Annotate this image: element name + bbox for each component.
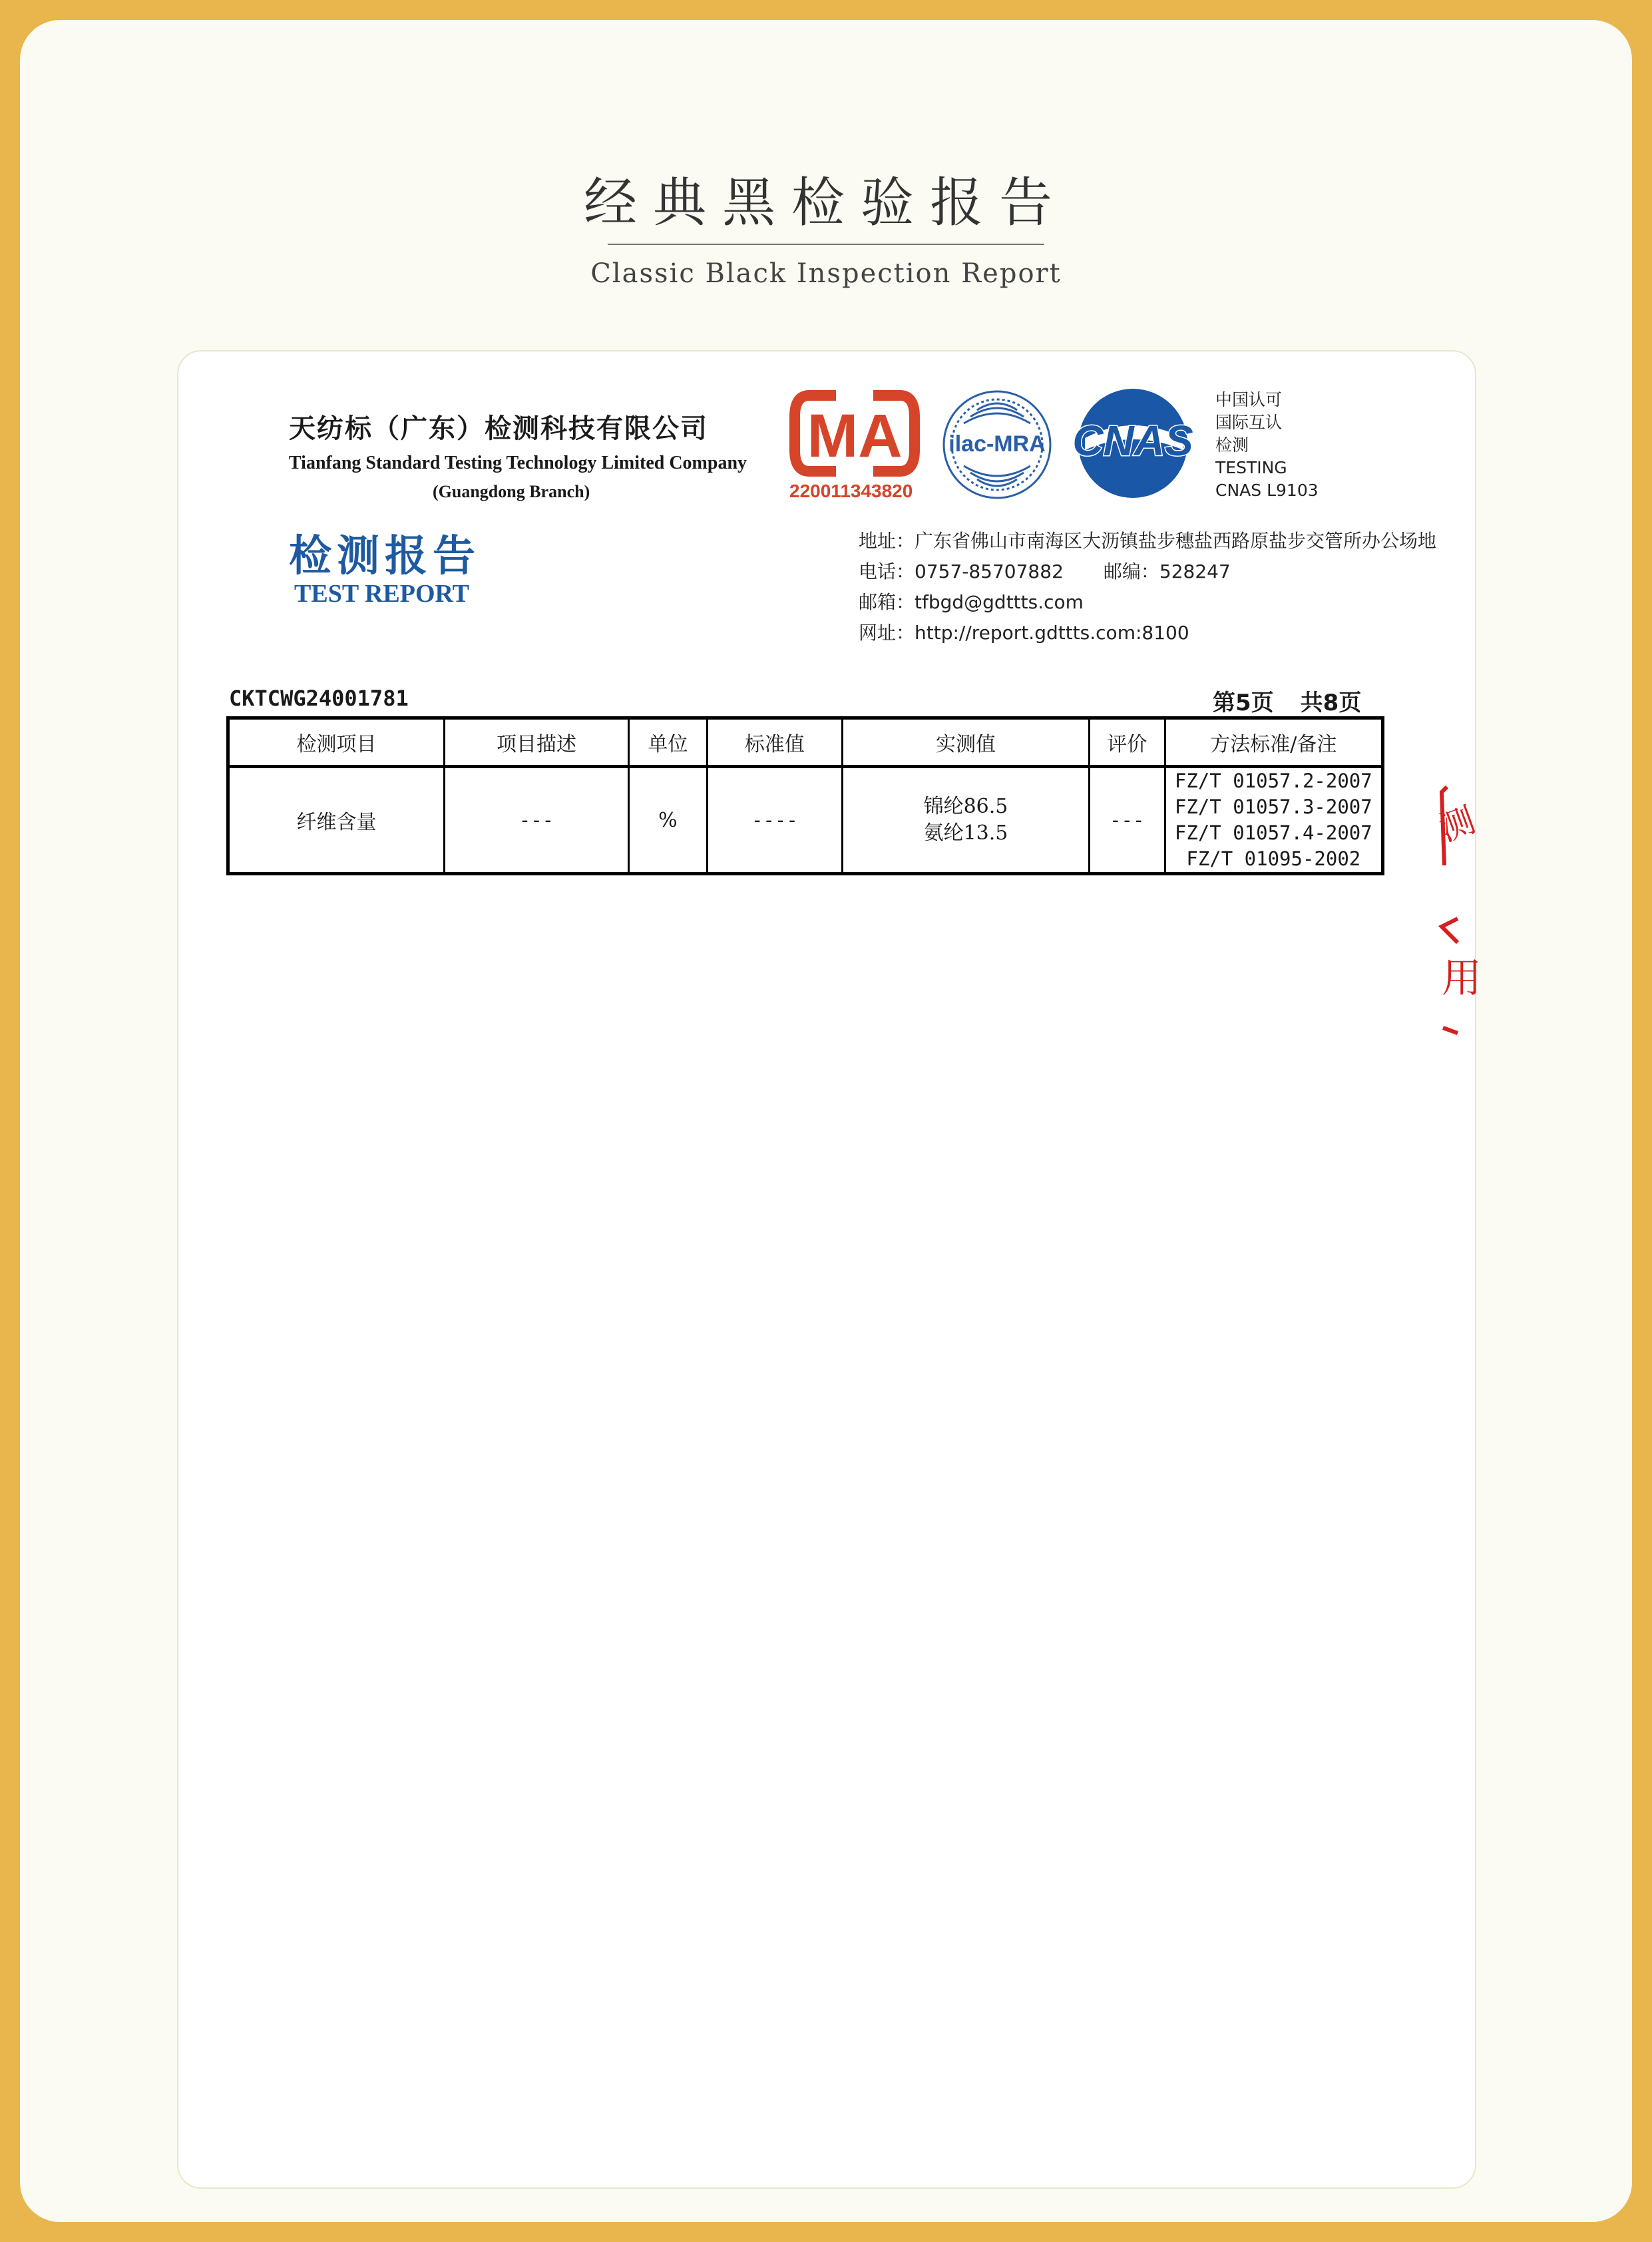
company-name-cn: 天纺标（广东）检测科技有限公司	[289, 413, 708, 444]
cma-logo	[789, 390, 920, 477]
email: 邮箱：tfbgd@gdttts.com	[859, 591, 1084, 613]
cnas-line: 检测	[1215, 435, 1249, 455]
page-current: 第5页	[1213, 690, 1274, 716]
cell-unit: %	[629, 767, 708, 874]
cma-number: 220011343820	[789, 481, 913, 501]
cell-description: ---	[444, 767, 628, 874]
cell-measured	[843, 767, 1090, 874]
report-title-cn: 检测报告	[289, 531, 481, 581]
contact-block	[859, 526, 1436, 648]
cnas-line: 国际互认	[1215, 413, 1283, 432]
report-number: CKTCWG24001781	[229, 686, 409, 711]
website: 网址：http://report.gdttts.com:8100	[859, 622, 1189, 644]
page-indicator	[1213, 684, 1361, 717]
column-header: 评价	[1089, 718, 1165, 767]
seal-char: 用	[1442, 955, 1482, 1002]
ilac-mra-logo	[941, 377, 1053, 513]
method-standard: FZ/T 01095-2002	[1186, 847, 1361, 870]
column-header: 实测值	[843, 718, 1090, 767]
cell-methods	[1165, 767, 1382, 874]
column-header: 标准值	[707, 718, 842, 767]
table-row	[228, 767, 1383, 874]
page-title: 经典黑检验报告	[584, 172, 1068, 234]
red-seal-stamp	[1434, 779, 1482, 1045]
cell-standard: ----	[707, 767, 842, 874]
cma-logo-text: MA	[807, 402, 903, 470]
phone: 电话：0757-85707882	[859, 560, 1064, 582]
seal-char: 测	[1434, 799, 1481, 850]
cnas-line: TESTING	[1215, 458, 1287, 477]
ilac-logo-text: ilac-MRA	[948, 431, 1046, 457]
measured-value: 锦纶86.5	[923, 795, 1008, 818]
title-divider	[608, 244, 1044, 245]
cnas-logo-text: CNAS	[1072, 417, 1193, 465]
cnas-line: CNAS L9103	[1215, 481, 1319, 500]
measured-value: 氨纶13.5	[923, 821, 1008, 845]
column-header: 检测项目	[228, 718, 445, 767]
page-subtitle: Classic Black Inspection Report	[590, 258, 1062, 289]
report-title-en: TEST REPORT	[294, 580, 469, 608]
company-name-en: Tianfang Standard Testing Technology Limited Company	[289, 453, 747, 473]
address: 地址：广东省佛山市南海区大沥镇盐步穗盐西路原盐步交管所办公场地	[859, 530, 1437, 552]
method-standard: FZ/T 01057.2-2007	[1174, 770, 1372, 792]
cell-evaluation: ---	[1089, 767, 1165, 874]
column-header: 方法标准/备注	[1165, 718, 1382, 767]
cnas-logo	[1072, 386, 1198, 501]
cnas-line: 中国认可	[1215, 390, 1283, 409]
column-header: 单位	[629, 718, 708, 767]
column-header: 项目描述	[444, 718, 628, 767]
method-standard: FZ/T 01057.3-2007	[1174, 795, 1372, 818]
cell-item: 纤维含量	[228, 767, 445, 874]
table-header-row	[228, 718, 1383, 767]
method-standard: FZ/T 01057.4-2007	[1174, 821, 1372, 844]
phone-postcode-row	[859, 557, 1436, 587]
postcode: 邮编：528247	[1103, 560, 1231, 582]
page-total: 共8页	[1300, 690, 1362, 716]
cnas-accreditation-text	[1215, 389, 1319, 502]
results-table	[226, 716, 1384, 875]
company-branch: (Guangdong Branch)	[433, 482, 590, 501]
